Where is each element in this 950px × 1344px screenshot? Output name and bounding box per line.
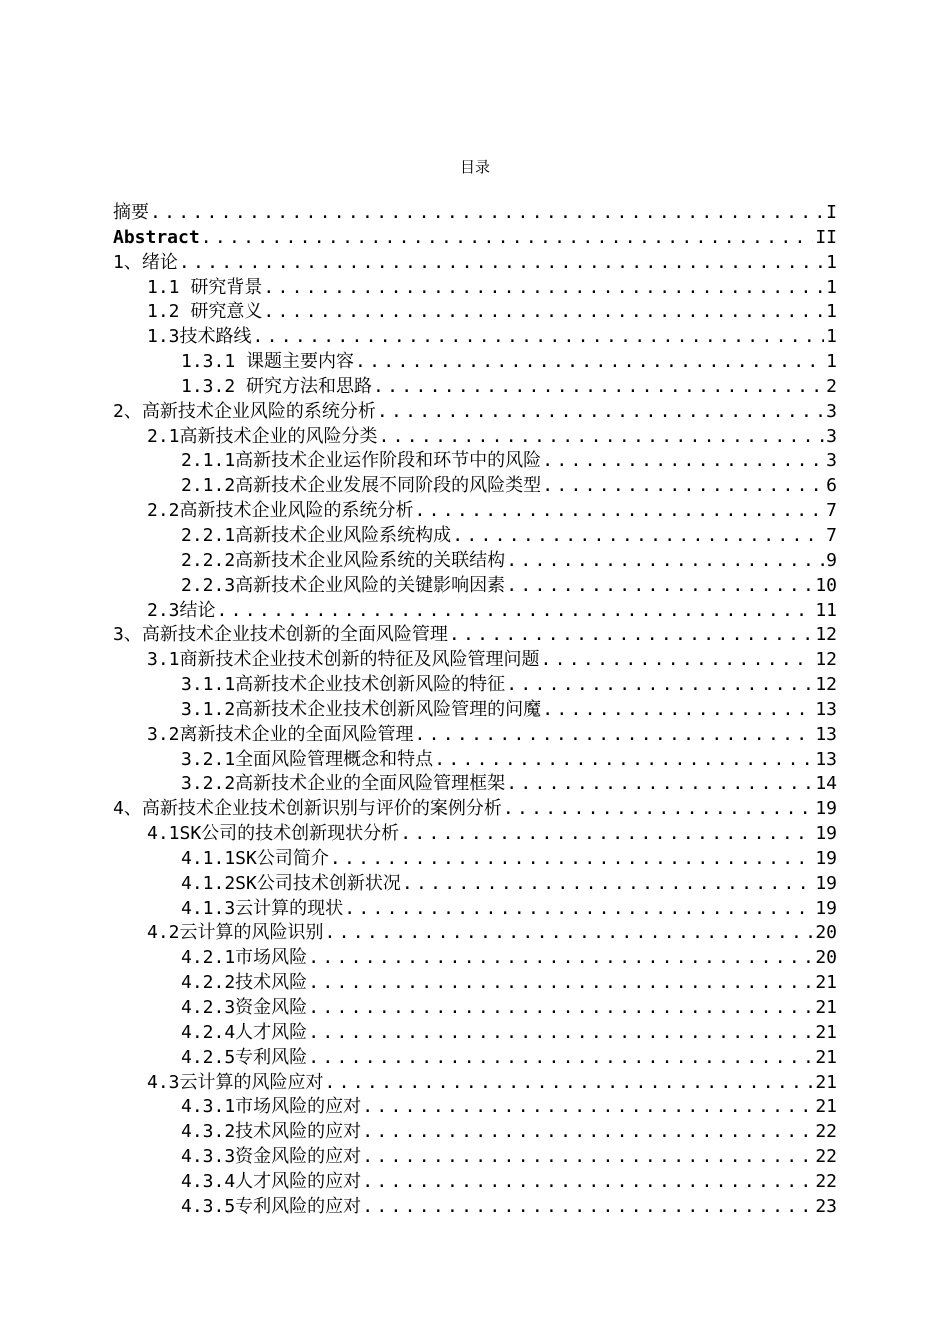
toc-entry-label: 1.2 研究意义 [147, 301, 263, 323]
toc-entry[interactable] [113, 1046, 837, 1071]
toc-entry-label: 4.2.5专利风险 [181, 1046, 308, 1068]
toc-dot-leader [201, 226, 814, 251]
toc-entry-label: 4.2.2技术风险 [181, 972, 308, 994]
toc-dot-leader [263, 276, 824, 301]
toc-dot-leader [263, 300, 824, 325]
toc-entry[interactable] [113, 226, 837, 251]
toc-entry[interactable] [113, 847, 837, 872]
toc-entry-label: 4.1.2SK公司技术创新状况 [181, 872, 401, 894]
toc-dot-leader [541, 648, 814, 673]
toc-dot-leader [377, 400, 824, 425]
toc-entry-page-number: 2 [826, 375, 837, 397]
toc-entry-page-number: 3 [826, 450, 837, 472]
toc-dot-leader [402, 872, 813, 897]
toc-dot-leader [373, 375, 824, 400]
toc-dot-leader [325, 1071, 814, 1096]
toc-entry-label: 2.2.2高新技术企业风险系统的关联结构 [181, 549, 506, 571]
toc-entry-label: Abstract [113, 226, 200, 248]
toc-dot-leader [344, 897, 813, 922]
toc-dot-leader [542, 449, 824, 474]
toc-entry-page-number: I [826, 202, 837, 223]
toc-entry-label: 4.3.2技术风险的应对 [181, 1121, 362, 1143]
toc-entry[interactable] [113, 524, 837, 549]
toc-entry-label: 4.3.4人才风险的应对 [181, 1170, 362, 1192]
toc-entry-page-number: 1 [826, 251, 837, 273]
toc-entry-page-number: 3 [826, 425, 837, 447]
toc-entry[interactable] [113, 549, 837, 574]
toc-entry-label: 2.2.1高新技术企业风险系统构成 [181, 524, 452, 546]
toc-entry[interactable] [113, 400, 837, 425]
toc-entry-label: 3.2.2高新技术企业的全面风险管理框架 [181, 773, 506, 795]
toc-entry-page-number: 9 [826, 549, 837, 571]
toc-dot-leader [434, 748, 813, 773]
toc-entry-page-number: 11 [815, 599, 837, 621]
toc-dot-leader [503, 797, 813, 822]
toc-entry-page-number: 19 [815, 872, 837, 894]
toc-dot-leader [362, 1170, 813, 1195]
toc-entry[interactable] [113, 325, 837, 350]
toc-dot-leader [308, 1046, 813, 1071]
toc-entry-page-number: 20 [815, 922, 837, 944]
toc-entry[interactable] [113, 648, 837, 673]
toc-entry-label: 4.2.3资金风险 [181, 997, 308, 1018]
toc-entry[interactable] [113, 449, 837, 474]
toc-entry[interactable] [113, 1170, 837, 1195]
toc-entry-page-number: 21 [815, 1071, 837, 1093]
toc-entry-label: 1.1 研究背景 [147, 276, 263, 298]
toc-dot-leader [542, 474, 824, 499]
toc-entry-label: 3、高新技术企业技术创新的全面风险管理 [113, 624, 448, 646]
toc-entry-page-number: 23 [815, 1195, 837, 1217]
toc-entry[interactable] [113, 1195, 837, 1220]
toc-entry[interactable] [113, 474, 837, 499]
toc-entry-page-number: 21 [815, 1046, 837, 1068]
toc-entry[interactable] [113, 350, 837, 375]
toc-dot-leader [150, 201, 824, 226]
toc-entry-label: 2.1.2高新技术企业发展不同阶段的风险类型 [181, 475, 542, 497]
toc-entry-label: 4.1SK公司的技术创新现状分析 [147, 823, 400, 845]
toc-entry-label: 3.1.1高新技术企业技术创新风险的特征 [181, 674, 506, 696]
toc-dot-leader [415, 723, 814, 748]
toc-dot-leader [362, 1120, 813, 1145]
toc-dot-leader [542, 698, 813, 723]
toc-entry-page-number: 13 [815, 748, 837, 770]
toc-entry[interactable] [113, 946, 837, 971]
toc-entry-label: 4.3.1市场风险的应对 [181, 1096, 362, 1118]
toc-entry-page-number: 1 [826, 276, 837, 298]
toc-entry[interactable] [113, 1145, 837, 1170]
toc-entry-page-number: 7 [826, 524, 837, 546]
toc-dot-leader [452, 524, 824, 549]
toc-entry[interactable] [113, 822, 837, 847]
toc-entry-page-number: 21 [815, 1021, 837, 1043]
toc-entry-label: 2.1高新技术企业的风险分类 [147, 425, 378, 447]
toc-dot-leader [506, 772, 813, 797]
toc-entry-label: 3.2离新技术企业的全面风险管理 [147, 723, 414, 745]
toc-dot-leader [325, 921, 814, 946]
toc-entry-label: 4.3.3资金风险的应对 [181, 1146, 362, 1168]
toc-entry[interactable] [113, 921, 837, 946]
toc-entry-label: 2.3结论 [147, 599, 216, 621]
toc-dot-leader [308, 971, 813, 996]
toc-entry-page-number: 12 [815, 674, 837, 696]
toc-entry-label: 1.3.2 研究方法和思路 [181, 375, 373, 397]
toc-entry[interactable] [113, 748, 837, 773]
toc-dot-leader [355, 350, 824, 375]
toc-entry-label: 4.3云计算的风险应对 [147, 1071, 324, 1093]
toc-entry-page-number: 10 [815, 574, 837, 596]
toc-entry-page-number: 6 [826, 475, 837, 497]
toc-entry-page-number: 13 [815, 698, 837, 720]
toc-dot-leader [253, 325, 825, 350]
page-title: 目录 [459, 158, 490, 176]
toc-entry[interactable] [113, 723, 837, 748]
toc-entry[interactable] [113, 574, 837, 599]
toc-entry-label: 2、高新技术企业风险的系统分析 [113, 400, 376, 422]
toc-dot-leader [379, 425, 825, 450]
toc-entry[interactable] [113, 599, 837, 624]
toc-entry-page-number: 12 [815, 624, 837, 646]
toc-entry[interactable] [113, 425, 837, 450]
toc-dot-leader [400, 822, 813, 847]
toc-dot-leader [362, 1095, 813, 1120]
toc-entry-page-number: 21 [815, 1096, 837, 1118]
toc-entry[interactable] [113, 772, 837, 797]
toc-entry-label: 4.2.1市场风险 [181, 947, 308, 969]
toc-dot-leader [415, 499, 825, 524]
toc-entry-page-number: 22 [815, 1170, 837, 1192]
toc-entry-page-number: 22 [815, 1146, 837, 1168]
toc-entry-page-number: 12 [815, 649, 837, 671]
toc-entry-page-number: 22 [815, 1121, 837, 1143]
toc-entry[interactable] [113, 971, 837, 996]
toc-entry[interactable] [113, 797, 837, 822]
toc-entry[interactable] [113, 698, 837, 723]
toc-entry[interactable] [113, 300, 837, 325]
toc-entry[interactable] [113, 897, 837, 922]
toc-entry-page-number: 1 [826, 326, 837, 348]
toc-entry[interactable] [113, 1071, 837, 1096]
toc-dot-leader [506, 549, 824, 574]
toc-dot-leader [179, 251, 824, 276]
toc-dot-leader [506, 574, 813, 599]
toc-entry[interactable] [113, 1120, 837, 1145]
toc-entry-label: 4.1.3云计算的现状 [181, 897, 344, 919]
toc-entry[interactable] [113, 375, 837, 400]
toc-entry-label: 4.1.1SK公司简介 [181, 847, 329, 869]
toc-entry-page-number: 14 [815, 773, 837, 795]
toc-dot-leader [217, 599, 814, 624]
toc-entry-label: 3.1商新技术企业技术创新的特征及风险管理问题 [147, 649, 540, 671]
toc-entry-label: 3.1.2高新技术企业技术创新风险管理的问魔 [181, 698, 542, 720]
toc-entry-label: 4.2.4人才风险 [181, 1021, 308, 1043]
toc-entry[interactable] [113, 623, 837, 648]
toc-dot-leader [308, 1021, 813, 1046]
toc-entry-label: 2.1.1高新技术企业运作阶段和环节中的风险 [181, 450, 542, 472]
toc-entry-label: 2.2高新技术企业风险的系统分析 [147, 500, 414, 522]
table-of-contents [113, 201, 837, 1220]
toc-entry-page-number: 19 [815, 798, 837, 820]
toc-entry-page-number: 21 [815, 972, 837, 994]
toc-entry-label: 3.2.1全面风险管理概念和特点 [181, 748, 434, 770]
toc-dot-leader [362, 1195, 813, 1220]
toc-entry-page-number: II [815, 226, 837, 248]
toc-entry-page-number: 19 [815, 897, 837, 919]
toc-entry-page-number: 19 [815, 847, 837, 869]
toc-entry-label: 1、绪论 [113, 251, 178, 273]
toc-entry-label: 4.3.5专利风险的应对 [181, 1195, 362, 1217]
toc-entry-page-number: 21 [815, 997, 837, 1018]
toc-entry-label: 1.3技术路线 [147, 326, 252, 348]
toc-entry-label: 4、高新技术企业技术创新识别与评价的案例分析 [113, 798, 502, 820]
toc-dot-leader [330, 847, 813, 872]
toc-entry[interactable] [113, 1021, 837, 1046]
toc-entry[interactable] [113, 276, 837, 301]
toc-entry-page-number: 13 [815, 723, 837, 745]
toc-entry-label: 摘要 [113, 202, 149, 223]
toc-entry[interactable] [113, 996, 837, 1021]
toc-entry-page-number: 3 [826, 400, 837, 422]
toc-dot-leader [308, 996, 813, 1021]
toc-entry-page-number: 19 [815, 823, 837, 845]
toc-entry[interactable] [113, 251, 837, 276]
toc-dot-leader [362, 1145, 813, 1170]
toc-entry-page-number: 1 [826, 301, 837, 323]
toc-entry[interactable] [113, 872, 837, 897]
toc-entry-page-number: 20 [815, 947, 837, 969]
toc-entry-label: 1.3.1 课题主要内容 [181, 351, 355, 373]
toc-entry[interactable] [113, 201, 837, 226]
toc-entry-label: 4.2云计算的风险识别 [147, 922, 324, 944]
toc-entry-page-number: 7 [826, 500, 837, 522]
toc-entry[interactable] [113, 499, 837, 524]
toc-entry-page-number: 1 [826, 351, 837, 373]
toc-entry-label: 2.2.3高新技术企业风险的关键影响因素 [181, 574, 506, 596]
toc-dot-leader [308, 946, 813, 971]
toc-entry[interactable] [113, 1095, 837, 1120]
toc-dot-leader [449, 623, 813, 648]
toc-entry[interactable] [113, 673, 837, 698]
toc-dot-leader [506, 673, 813, 698]
